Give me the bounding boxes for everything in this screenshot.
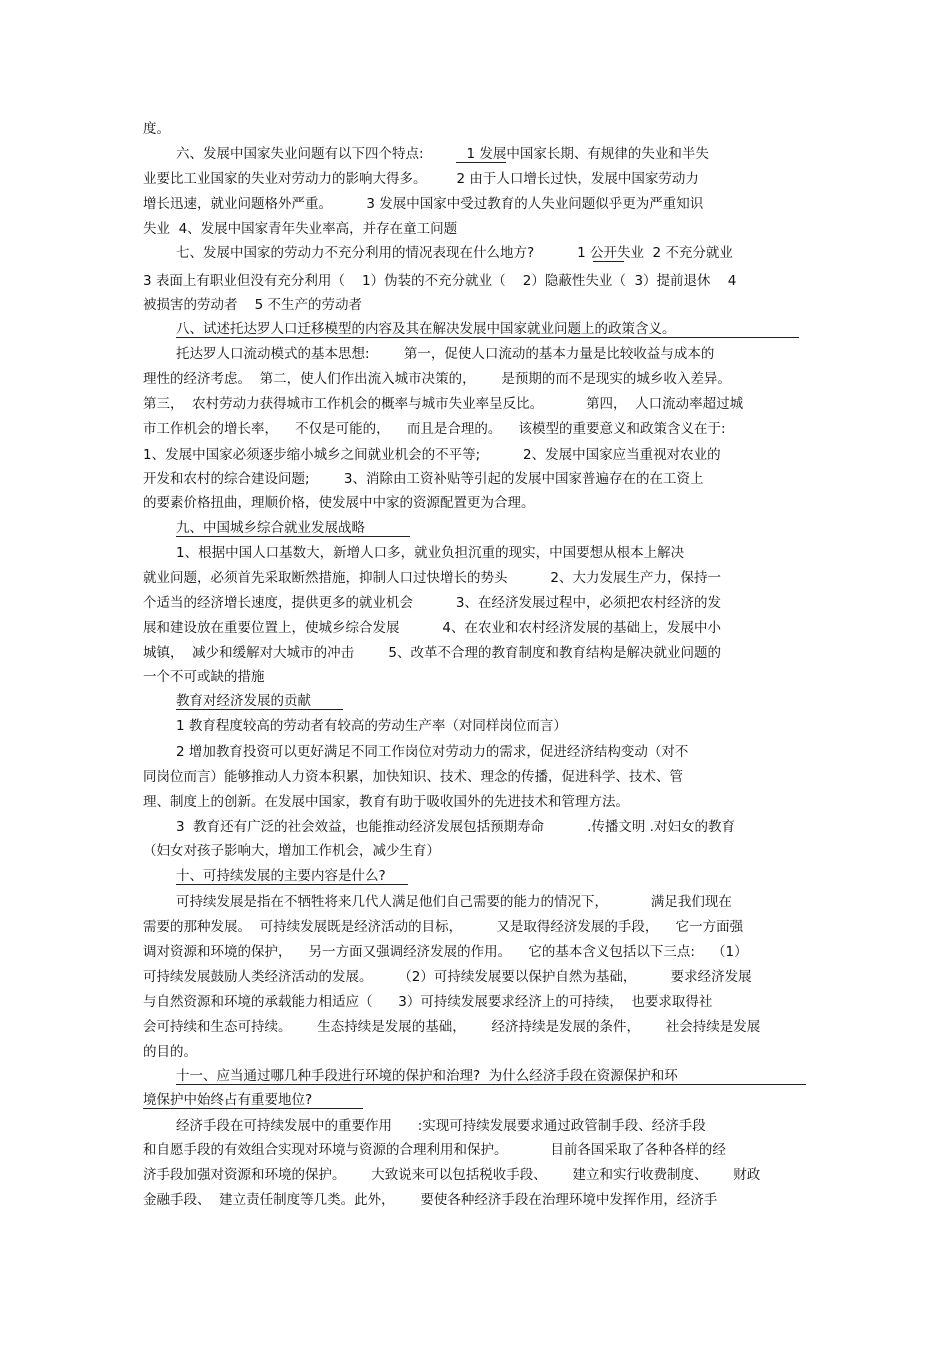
text-line: 就业问题，必须首先采取断然措施，抑制人口过快增长的势头 2、大力发展生产力，保持一 (143, 570, 722, 586)
text-line: 3 教育还有广泛的社会效益，也能推动经济发展包括预期寿命 .传播文明 .对妇女的教育 (176, 819, 735, 835)
heading-line: 教育对经济发展的贡献 (176, 693, 311, 709)
text-line: 的目的。 (143, 1044, 197, 1060)
text-line: 的要素价格扭曲，理顺价格，使发展中中家的资源配置更为合理。 (143, 495, 535, 511)
text-line: （妇女对孩子影响大，增加工作机会，减少生育） (143, 843, 440, 859)
text-line: 度。 (143, 121, 170, 137)
text-line: 1 教育程度较高的劳动者有较高的劳动生产率（对同样岗位而言） (176, 718, 567, 734)
heading-underline (176, 1084, 806, 1085)
heading-line: 十一、应当通过哪几种手段进行环境的保护和治理? 为什么经济手段在资源保护和环 (176, 1068, 678, 1084)
text-line: 展和建设放在重要位置上，使城乡综合发展 4、在农业和农村经济发展的基础上，发展中小 (143, 620, 722, 636)
text-line: 同岗位而言）能够推动人力资本积累，加快知识、技术、理念的传播，促进科学、技术、管 (143, 769, 683, 785)
heading-line: 九、中国城乡综合就业发展战略 (176, 520, 365, 536)
heading-underline (176, 884, 408, 885)
text-line: 第三， 农村劳动力获得城市工作机会的概率与城市失业率呈反比。 第四， 人口流动率超过城 (143, 396, 744, 412)
text-line: 3 表面上有职业但没有充分利用（ 1）伪装的不充分就业（ 2）隐蔽性失业（ 3）提前退休 4 (143, 273, 737, 289)
heading-underline (176, 536, 410, 537)
heading-underline (176, 709, 343, 710)
heading-line: 境保护中始终占有重要地位? (143, 1092, 313, 1108)
text-line: 开发和农村的综合建设问题; 3、消除由工资补贴等引起的发展中国家普遍存在的在工资上 (143, 471, 704, 487)
text-line: 调对资源和环境的保护， 另一方面又强调经济发展的作用。 它的基本含义包括以下三点: （1） (143, 944, 748, 960)
heading-line: 十、可持续发展的主要内容是什么? (176, 868, 386, 884)
text-line: 理性的经济考虑。 第二，使人们作出流入城市决策的， 是预期的而不是现实的城乡收入差异。 (143, 371, 731, 387)
text-line: 和自愿手段的有效组合实现对环境与资源的合理利用和保护。 目前各国采取了各种各样的经 (143, 1142, 726, 1158)
text-line: 需要的那种发展。 可持续发展既是经济活动的目标， 又是取得经济发展的手段， 它一方面强 (143, 919, 744, 935)
heading-line: 八、试述托达罗人口迁移模型的内容及其在解决发展中国家就业问题上的政策含义。 (176, 321, 676, 337)
heading-underline (176, 337, 799, 338)
heading-underline (456, 162, 506, 163)
text-line: 业要比工业国家的失业对劳动力的影响大得多。 2 由于人口增长过快，发展中国家劳动力 (143, 171, 699, 187)
text-line: 经济手段在可持续发展中的重要作用 :实现可持续发展要求通过政管制手段、经济手段 (176, 1118, 706, 1134)
heading-line: 七、发展中国家的劳动力不充分利用的情况表现在什么地方? 1 公开失业 2 不充分就业 (176, 245, 733, 261)
text-line: 一个不可或缺的措施 (143, 669, 265, 685)
text-line: 增长迅速，就业问题格外严重。 3 发展中国家中受过教育的人失业问题似乎更为严重知识 (143, 196, 704, 212)
text-line: 可持续发展是指在不牺牲将来几代人满足他们自己需要的能力的情况下， 满足我们现在 (176, 894, 732, 910)
text-line: 被损害的劳动者 5 不生产的劳动者 (143, 297, 363, 313)
text-line: 1、发展中国家必须逐步缩小城乡之间就业机会的不平等; 2、发展中国家应当重视对农业的 (143, 447, 721, 463)
text-line: 1、根据中国人口基数大，新增人口多，就业负担沉重的现实，中国要想从根本上解决 (176, 545, 685, 561)
text-line: 济手段加强对资源和环境的保护。 大致说来可以包括税收手段、 建立和实行收费制度、 财政 (143, 1167, 761, 1183)
heading-underline (143, 1108, 363, 1109)
text-line: 金融手段、 建立责任制度等几类。此外， 要使各种经济手段在治理环境中发挥作用，经济手 (143, 1192, 718, 1208)
text-line: 可持续发展鼓励人类经济活动的发展。 （2）可持续发展要以保护自然为基础， 要求经济发展 (143, 969, 752, 985)
text-line: 2 增加教育投资可以更好满足不同工作岗位对劳动力的需求，促进经济结构变动（对不 (176, 744, 689, 760)
text-line: 会可持续和生态可持续。 生态持续是发展的基础， 经济持续是发展的条件， 社会持续是发展 (143, 1019, 761, 1035)
text-line: 托达罗人口流动模式的基本思想: 第一，促使人口流动的基本力量是比较收益与成本的 (176, 346, 715, 362)
text-line: 个适当的经济增长速度，提供更多的就业机会 3、在经济发展过程中，必须把农村经济的发 (143, 595, 722, 611)
text-line: 市工作机会的增长率， 不仅是可能的， 而且是合理的。 该模型的重要意义和政策含义在于: (143, 421, 726, 437)
text-line: 城镇， 减少和缓解对大城市的冲击 5、改革不合理的教育制度和教育结构是解决就业问题的 (143, 645, 722, 661)
text-line: 与自然资源和环境的承载能力相适应（ 3）可持续发展要求经济上的可持续， 也要求取得社 (143, 994, 713, 1010)
text-line: 理、制度上的创新。在发展中国家，教育有助于吸收国外的先进技术和管理方法。 (143, 794, 629, 810)
heading-line: 六、发展中国家失业问题有以下四个特点: 1 发展中国家长期、有规律的失业和半失 (176, 146, 709, 162)
text-line: 失业 4、发展中国家青年失业率高，并存在童工问题 (143, 221, 458, 237)
heading-underline (593, 261, 624, 262)
